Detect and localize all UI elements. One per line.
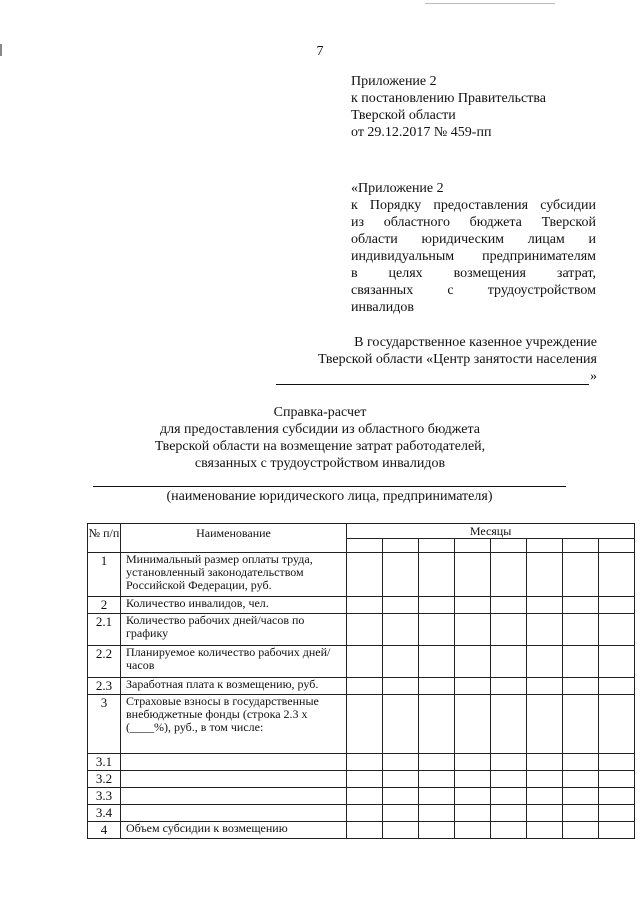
month-value-cell[interactable] bbox=[347, 646, 383, 678]
table-row bbox=[88, 805, 635, 822]
month-value-cell[interactable] bbox=[455, 822, 491, 839]
month-value-cell[interactable] bbox=[599, 754, 635, 771]
month-value-cell[interactable] bbox=[347, 771, 383, 788]
table-row bbox=[88, 614, 635, 646]
month-value-cell[interactable] bbox=[455, 553, 491, 597]
addressee-line-2: Тверской области «Центр занятости населения bbox=[317, 352, 597, 367]
month-cell[interactable] bbox=[419, 539, 455, 553]
month-value-cell[interactable] bbox=[563, 597, 599, 614]
table-body bbox=[88, 553, 635, 839]
month-value-cell[interactable] bbox=[527, 805, 563, 822]
month-value-cell[interactable] bbox=[419, 553, 455, 597]
row-name: Заработная плата к возмещению, руб. bbox=[121, 678, 347, 695]
month-value-cell[interactable] bbox=[383, 597, 419, 614]
month-value-cell[interactable] bbox=[455, 788, 491, 805]
row-name bbox=[121, 771, 347, 788]
month-value-cell[interactable] bbox=[419, 788, 455, 805]
month-value-cell[interactable] bbox=[383, 678, 419, 695]
month-value-cell[interactable] bbox=[599, 788, 635, 805]
month-value-cell[interactable] bbox=[491, 771, 527, 788]
addressee-line-1: В государственное казенное учреждение bbox=[354, 335, 597, 350]
row-name: Количество рабочих дней/часов по графику bbox=[121, 614, 347, 646]
row-name bbox=[121, 754, 347, 771]
table-row bbox=[88, 771, 635, 788]
month-value-cell[interactable] bbox=[599, 695, 635, 754]
order-annex-line: в целях возмещения затрат, bbox=[351, 266, 596, 281]
month-value-cell[interactable] bbox=[599, 646, 635, 678]
month-value-cell[interactable] bbox=[383, 695, 419, 754]
month-value-cell[interactable] bbox=[383, 614, 419, 646]
month-value-cell[interactable] bbox=[491, 678, 527, 695]
month-value-cell[interactable] bbox=[419, 597, 455, 614]
org-name-caption: (наименование юридического лица, предпринимателя) bbox=[166, 489, 493, 504]
month-cell[interactable] bbox=[383, 539, 419, 553]
month-cell[interactable] bbox=[347, 539, 383, 553]
month-value-cell[interactable] bbox=[599, 614, 635, 646]
month-cell[interactable] bbox=[599, 539, 635, 553]
order-annex-line: индивидуальным предпринимателям bbox=[351, 249, 596, 264]
annex-line: от 29.12.2017 № 459-пп bbox=[351, 125, 492, 140]
month-value-cell[interactable] bbox=[419, 805, 455, 822]
addressee-blank-line bbox=[275, 368, 597, 385]
month-value-cell[interactable] bbox=[383, 646, 419, 678]
month-value-cell[interactable] bbox=[563, 805, 599, 822]
order-annex-line: к Порядку предоставления субсидии bbox=[351, 198, 596, 213]
order-annex-line: инвалидов bbox=[351, 300, 414, 315]
month-value-cell[interactable] bbox=[563, 771, 599, 788]
month-value-cell[interactable] bbox=[455, 646, 491, 678]
month-value-cell[interactable] bbox=[347, 805, 383, 822]
month-value-cell[interactable] bbox=[527, 553, 563, 597]
order-annex-line: «Приложение 2 bbox=[351, 181, 444, 196]
header-name: Наименование bbox=[121, 524, 347, 553]
row-name: Страховые взносы в государственные внебюджетные фонды (строка 2.3 х (____%), руб., в том числе: bbox=[121, 695, 347, 754]
month-value-cell[interactable] bbox=[527, 614, 563, 646]
row-number: 1 bbox=[88, 553, 121, 597]
annex-line: Тверской области bbox=[351, 108, 456, 123]
month-value-cell[interactable] bbox=[347, 678, 383, 695]
table-row bbox=[88, 695, 635, 754]
month-value-cell[interactable] bbox=[527, 754, 563, 771]
order-annex-line: из областного бюджета Тверской bbox=[351, 215, 596, 230]
month-value-cell[interactable] bbox=[491, 646, 527, 678]
month-value-cell[interactable] bbox=[383, 553, 419, 597]
month-value-cell[interactable] bbox=[347, 822, 383, 839]
month-value-cell[interactable] bbox=[455, 771, 491, 788]
month-cell[interactable] bbox=[455, 539, 491, 553]
month-value-cell[interactable] bbox=[527, 646, 563, 678]
month-value-cell[interactable] bbox=[419, 754, 455, 771]
row-name: Объем субсидии к возмещению bbox=[121, 822, 347, 839]
annex-line: к постановлению Правительства bbox=[351, 91, 547, 106]
table-row bbox=[88, 822, 635, 839]
header-months: Месяцы bbox=[347, 524, 635, 539]
month-value-cell[interactable] bbox=[347, 695, 383, 754]
month-value-cell[interactable] bbox=[419, 614, 455, 646]
month-value-cell[interactable] bbox=[599, 771, 635, 788]
month-value-cell[interactable] bbox=[563, 553, 599, 597]
month-value-cell[interactable] bbox=[599, 822, 635, 839]
month-value-cell[interactable] bbox=[563, 754, 599, 771]
month-value-cell[interactable] bbox=[419, 646, 455, 678]
month-value-cell[interactable] bbox=[347, 553, 383, 597]
table-row bbox=[88, 553, 635, 597]
row-number: 3.4 bbox=[88, 805, 121, 822]
month-value-cell[interactable] bbox=[347, 788, 383, 805]
month-value-cell[interactable] bbox=[527, 788, 563, 805]
month-value-cell[interactable] bbox=[455, 597, 491, 614]
month-value-cell[interactable] bbox=[455, 695, 491, 754]
row-number: 2.2 bbox=[88, 646, 121, 678]
month-value-cell[interactable] bbox=[491, 788, 527, 805]
addressee bbox=[275, 334, 597, 385]
row-number: 2 bbox=[88, 597, 121, 614]
table-row bbox=[88, 754, 635, 771]
month-value-cell[interactable] bbox=[491, 614, 527, 646]
month-value-cell[interactable] bbox=[491, 597, 527, 614]
month-cell[interactable] bbox=[491, 539, 527, 553]
row-name: Количество инвалидов, чел. bbox=[121, 597, 347, 614]
month-value-cell[interactable] bbox=[491, 822, 527, 839]
title-line-2: для предоставления субсидии из областного бюджета bbox=[159, 422, 480, 437]
month-value-cell[interactable] bbox=[419, 695, 455, 754]
table-row bbox=[88, 678, 635, 695]
month-value-cell[interactable] bbox=[563, 646, 599, 678]
month-value-cell[interactable] bbox=[563, 614, 599, 646]
month-value-cell[interactable] bbox=[383, 771, 419, 788]
month-value-cell[interactable] bbox=[599, 678, 635, 695]
month-value-cell[interactable] bbox=[419, 678, 455, 695]
row-number: 2.1 bbox=[88, 614, 121, 646]
month-value-cell[interactable] bbox=[491, 553, 527, 597]
month-value-cell[interactable] bbox=[383, 805, 419, 822]
calculation-table bbox=[87, 523, 635, 839]
month-value-cell[interactable] bbox=[347, 754, 383, 771]
org-name-blank-line bbox=[93, 486, 566, 487]
month-value-cell[interactable] bbox=[527, 771, 563, 788]
addressee-blank bbox=[276, 370, 589, 385]
title-line-4: связанных с трудоустройством инвалидов bbox=[194, 456, 446, 471]
month-value-cell[interactable] bbox=[563, 788, 599, 805]
row-name bbox=[121, 788, 347, 805]
month-value-cell[interactable] bbox=[347, 597, 383, 614]
month-value-cell[interactable] bbox=[599, 597, 635, 614]
month-value-cell[interactable] bbox=[455, 614, 491, 646]
month-value-cell[interactable] bbox=[383, 788, 419, 805]
month-value-cell[interactable] bbox=[527, 597, 563, 614]
month-value-cell[interactable] bbox=[455, 805, 491, 822]
month-value-cell[interactable] bbox=[455, 678, 491, 695]
table-header-row bbox=[88, 524, 635, 539]
month-value-cell[interactable] bbox=[599, 805, 635, 822]
document-title bbox=[140, 404, 500, 472]
title-line-1: Справка-расчет bbox=[273, 405, 367, 420]
annex-line: Приложение 2 bbox=[351, 74, 437, 89]
month-value-cell[interactable] bbox=[383, 754, 419, 771]
title-line-3: Тверской области на возмещение затрат работодателей, bbox=[154, 439, 486, 454]
month-value-cell[interactable] bbox=[491, 754, 527, 771]
month-value-cell[interactable] bbox=[599, 553, 635, 597]
row-name: Планируемое количество рабочих дней/часов bbox=[121, 646, 347, 678]
page-number: 7 bbox=[316, 44, 324, 59]
addressee-close-quote: » bbox=[590, 369, 597, 384]
annex-header bbox=[351, 73, 546, 141]
row-name bbox=[121, 805, 347, 822]
row-number: 3.3 bbox=[88, 788, 121, 805]
month-value-cell[interactable] bbox=[383, 822, 419, 839]
month-cell[interactable] bbox=[563, 539, 599, 553]
month-value-cell[interactable] bbox=[419, 822, 455, 839]
table-row bbox=[88, 597, 635, 614]
row-name: Минимальный размер оплаты труда, установленный законодательством Российской Федерации, руб. bbox=[121, 553, 347, 597]
scan-artifact bbox=[425, 3, 555, 4]
month-value-cell[interactable] bbox=[455, 754, 491, 771]
row-number: 2.3 bbox=[88, 678, 121, 695]
month-value-cell[interactable] bbox=[527, 822, 563, 839]
month-value-cell[interactable] bbox=[347, 614, 383, 646]
table-row bbox=[88, 788, 635, 805]
row-number: 3.2 bbox=[88, 771, 121, 788]
order-annex-line: области юридическим лицам и bbox=[351, 232, 596, 247]
header-num: № п/п bbox=[88, 524, 121, 553]
month-cell[interactable] bbox=[527, 539, 563, 553]
order-annex-line: связанных с трудоустройством bbox=[351, 283, 596, 298]
row-number: 4 bbox=[88, 822, 121, 839]
month-value-cell[interactable] bbox=[527, 695, 563, 754]
month-value-cell[interactable] bbox=[563, 695, 599, 754]
order-annex bbox=[351, 180, 596, 316]
row-number: 3 bbox=[88, 695, 121, 754]
month-value-cell[interactable] bbox=[491, 805, 527, 822]
month-value-cell[interactable] bbox=[563, 822, 599, 839]
month-value-cell[interactable] bbox=[527, 678, 563, 695]
month-value-cell[interactable] bbox=[491, 695, 527, 754]
table-row bbox=[88, 646, 635, 678]
month-value-cell[interactable] bbox=[419, 771, 455, 788]
month-value-cell[interactable] bbox=[563, 678, 599, 695]
row-number: 3.1 bbox=[88, 754, 121, 771]
